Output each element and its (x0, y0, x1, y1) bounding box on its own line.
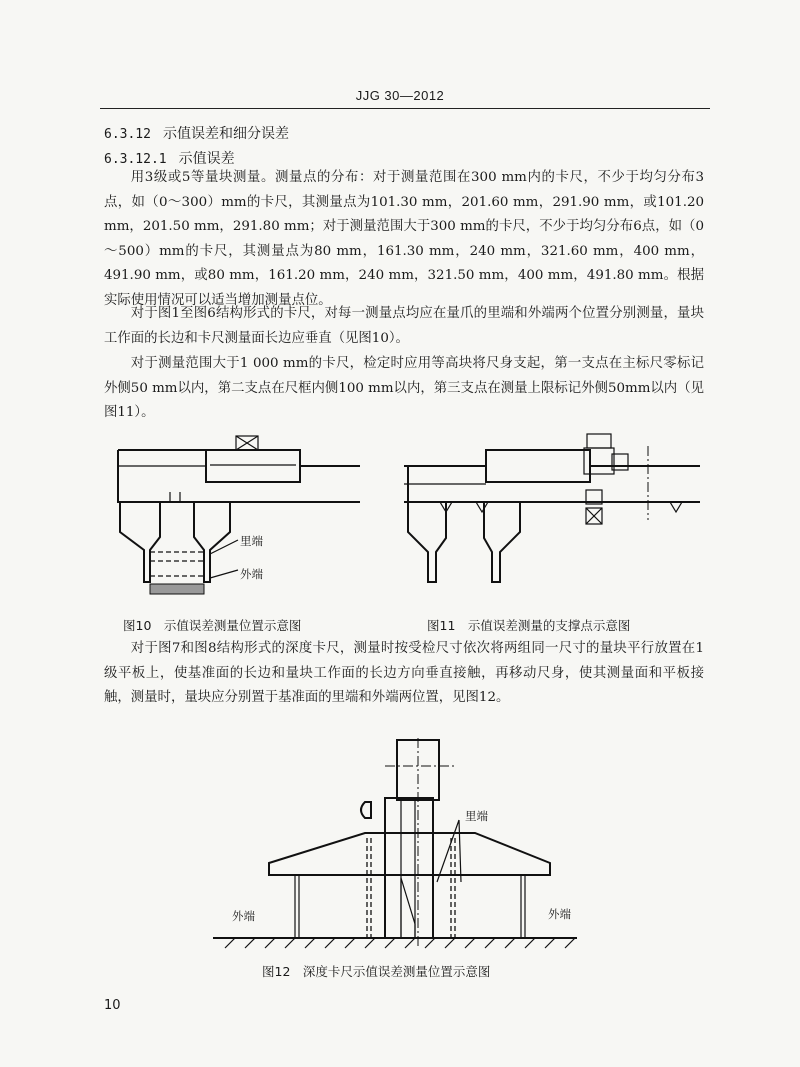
figure-10-label-inner: 里端 (240, 534, 263, 548)
paragraph-jaw-positions: 对于图1至图6结构形式的卡尺，对每一测量点均应在量爪的里端和外端两个位置分别测量，量块工作面的长边和卡尺测量面长边应垂直（见图10）。 (104, 306, 704, 346)
figure-11-diagram (400, 432, 700, 612)
figure-10-diagram (110, 432, 370, 612)
paragraph-measurement-points: 用3级或5等量块测量。测量点的分布：对于测量范围在300 mm内的卡尺，不少于均匀分布3点，如（0～300）mm的卡尺，其测量点为101.30 mm，201.60 mm，291.90 mm，或101.20 mm，201.50 mm，291.80 mm；对于测量范围大于300 mm的卡尺，不少于均匀分布6点，如（0～500）mm的卡尺，其测量点为80 mm，161.30 mm，240 mm，321.60 mm，400 mm，491.90 mm，或80 mm，161.20 mm，240 mm，321.50 mm，400 mm，491.80 mm。根据实际使用情况可以适当增加测量点位。 (104, 170, 704, 308)
section-title: 示值误差 (178, 151, 235, 167)
paragraph-support-points: 对于测量范围大于1 000 mm的卡尺，检定时应用等高块将尺身支起，第一支点在主标尺零标记外侧50 mm以内，第二支点在尺框内侧100 mm以内，第三支点在测量上限标记外侧50mm以内（见图11）。 (104, 356, 704, 421)
section-heading-6-3-12 (104, 123, 289, 143)
section-number: 6.3.12.1 (104, 152, 167, 167)
figure-12-label-outer-left: 外端 (232, 909, 255, 923)
figure-10-label-outer: 外端 (240, 567, 263, 581)
figure-11-caption: 图11 示值误差测量的支撑点示意图 (427, 618, 631, 633)
section-number: 6.3.12 (104, 127, 151, 142)
section-heading-6-3-12-1 (104, 148, 235, 168)
figure-12-diagram (205, 738, 585, 958)
paragraph-depth-caliper: 对于图7和图8结构形式的深度卡尺，测量时按受检尺寸依次将两组同一尺寸的量块平行放置在1级平板上，使基准面的长边和量块工作面的长边方向垂直接触，再移动尺身，使其测量面和平板接触，测量时，量块应分别置于基准面的里端和外端两位置，见图12。 (104, 641, 704, 706)
header-rule (100, 108, 710, 109)
page-header-standard-code: JJG 30—2012 (355, 88, 445, 103)
figure-12-label-outer-right: 外端 (548, 907, 571, 921)
figure-12-caption: 图12 深度卡尺示值误差测量位置示意图 (262, 964, 491, 979)
section-title: 示值误差和细分误差 (162, 126, 289, 142)
page-number: 10 (104, 998, 121, 1013)
figure-10-caption: 图10 示值误差测量位置示意图 (123, 618, 302, 633)
figure-12-label-inner: 里端 (465, 809, 488, 823)
